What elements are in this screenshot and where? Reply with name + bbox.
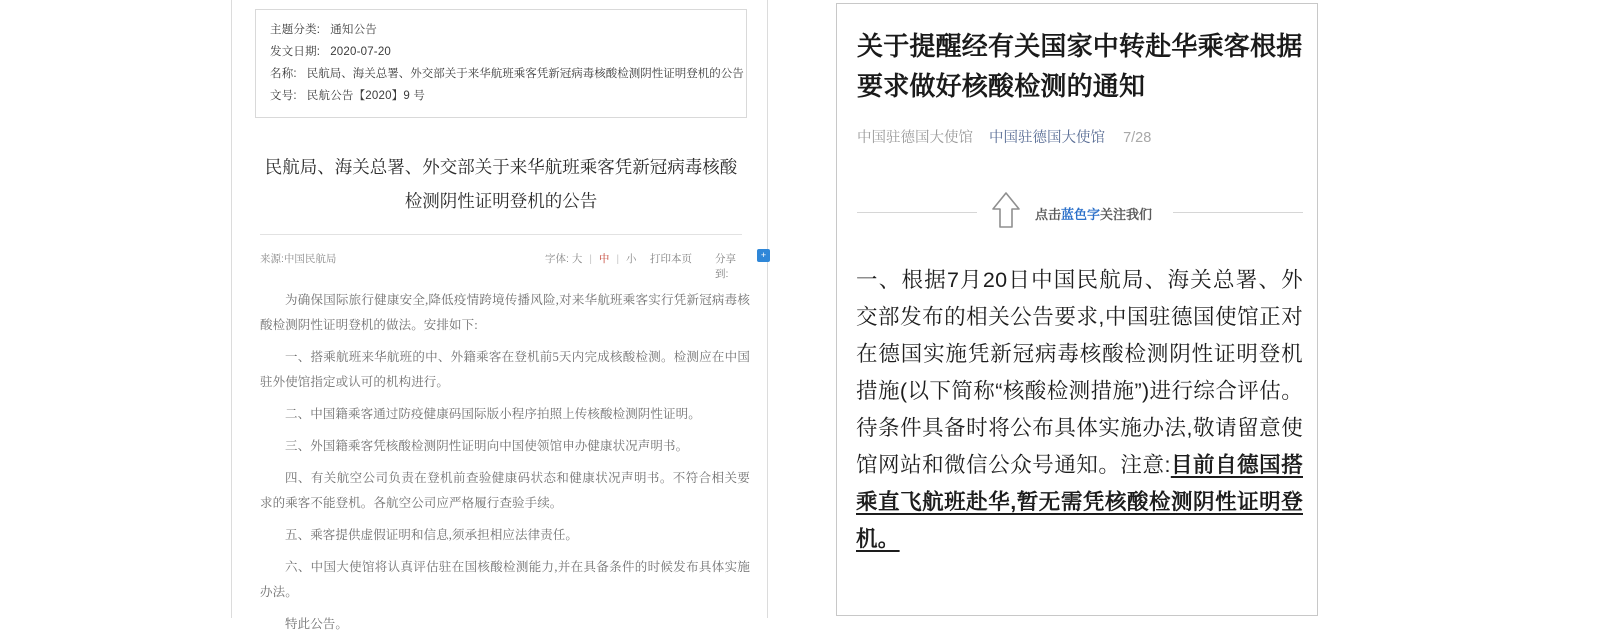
metadata-label-category: 主题分类:: [270, 24, 321, 36]
page-title: 民航局、海关总署、外交部关于来华航班乘客凭新冠病毒核酸检测阴性证明登机的公告: [264, 157, 738, 211]
font-size-separator-1: |: [589, 253, 592, 265]
metadata-value-category: 通知公告: [330, 24, 378, 36]
article-body: [856, 262, 1303, 558]
announcement-body: [260, 288, 750, 644]
follow-tip-highlight: 蓝色字: [1061, 207, 1101, 222]
announcement-paragraph: 一、搭乘航班来华航班的中、外籍乘客在登机前5天内完成核酸检测。检测应在中国驻外使馆指定或认可的机构进行。: [260, 350, 750, 389]
font-size-controls: [545, 251, 637, 266]
metadata-row-name: [270, 63, 744, 85]
announcement-paragraph: 二、中国籍乘客通过防疫健康码国际版小程序拍照上传核酸检测阴性证明。: [285, 407, 701, 421]
metadata-label-docnumber: 文号:: [270, 90, 297, 102]
announcement-paragraph: 六、中国大使馆将认真评估驻在国核酸检测能力,并在具备条件的时候发布具体实施办法。: [260, 560, 750, 599]
metadata-value-name: 民航局、海关总署、外交部关于来华航班乘客凭新冠病毒核酸检测阴性证明登机的公告: [306, 68, 744, 80]
article-byline: [857, 126, 1151, 147]
follow-tip: [1035, 204, 1152, 223]
font-size-large-button[interactable]: 大: [571, 253, 583, 265]
byline-account-link[interactable]: 中国驻德国大使馆: [989, 130, 1106, 146]
metadata-row-docnumber: [270, 85, 732, 107]
font-size-separator-2: |: [616, 253, 620, 265]
font-size-small-button[interactable]: 小: [626, 253, 637, 265]
announcement-paragraph: 特此公告。: [285, 617, 349, 631]
document-metadata-box: [255, 9, 747, 118]
wechat-article-panel: [836, 3, 1318, 616]
article-body-plain: 一、根据7月20日中国民航局、海关总署、外交部发布的相关公告要求,中国驻德国使馆正对在德国实施凭新冠病毒核酸检测阴性证明登机措施(以下简称“核酸检测措施”)进行综合评估。待条件具备时将公布具体实施办法,敬请留意使馆网站和微信公众号通知。注意:: [856, 268, 1303, 477]
article-toolbar: [260, 248, 767, 280]
up-arrow-icon: [989, 190, 1023, 230]
metadata-row-category: [270, 19, 732, 41]
divider-left: [857, 212, 977, 213]
official-announcement-panel: [231, 0, 768, 631]
article-source: 来源:中国民航局: [260, 253, 337, 265]
share-icon[interactable]: +: [757, 249, 770, 262]
metadata-row-date: [270, 41, 732, 63]
metadata-value-docnumber: 民航公告【2020】9 号: [306, 90, 426, 102]
metadata-value-date: 2020-07-20: [330, 46, 392, 58]
divider-right: [1173, 212, 1303, 213]
font-size-label: 字体:: [545, 253, 569, 265]
share-label: 分享到:: [715, 253, 736, 280]
metadata-label-date: 发文日期:: [270, 46, 321, 58]
byline-date: 7/28: [1123, 130, 1152, 146]
announcement-paragraph: 五、乘客提供虚假证明和信息,须承担相应法律责任。: [285, 528, 579, 542]
byline-publisher: 中国驻德国大使馆: [857, 130, 973, 146]
title-divider: [260, 234, 742, 235]
follow-tip-prefix: 点击: [1035, 207, 1062, 222]
announcement-paragraph: 三、外国籍乘客凭核酸检测阴性证明向中国使领馆申办健康状况声明书。: [285, 439, 689, 453]
announcement-paragraph: 四、有关航空公司负责在登机前查验健康码状态和健康状况声明书。不符合相关要求的乘客不能登机。各航空公司应严格履行查验手续。: [260, 471, 750, 510]
announcement-paragraph: 为确保国际旅行健康安全,降低疫情跨境传播风险,对来华航班乘客实行凭新冠病毒核酸检测阴性证明登机的做法。安排如下:: [260, 293, 750, 332]
article-body-emphasis: 目前自德国搭乘直飞航班赴华,暂无需凭核酸检测阴性证明登机。: [856, 453, 1303, 551]
article-title: 关于提醒经有关国家中转赴华乘客根据要求做好核酸检测的通知: [857, 31, 1303, 101]
font-size-medium-button[interactable]: 中: [598, 253, 610, 265]
print-page-button[interactable]: 打印本页: [650, 253, 692, 265]
metadata-label-name: 名称:: [270, 68, 297, 80]
follow-tip-suffix: 关注我们: [1100, 207, 1153, 222]
